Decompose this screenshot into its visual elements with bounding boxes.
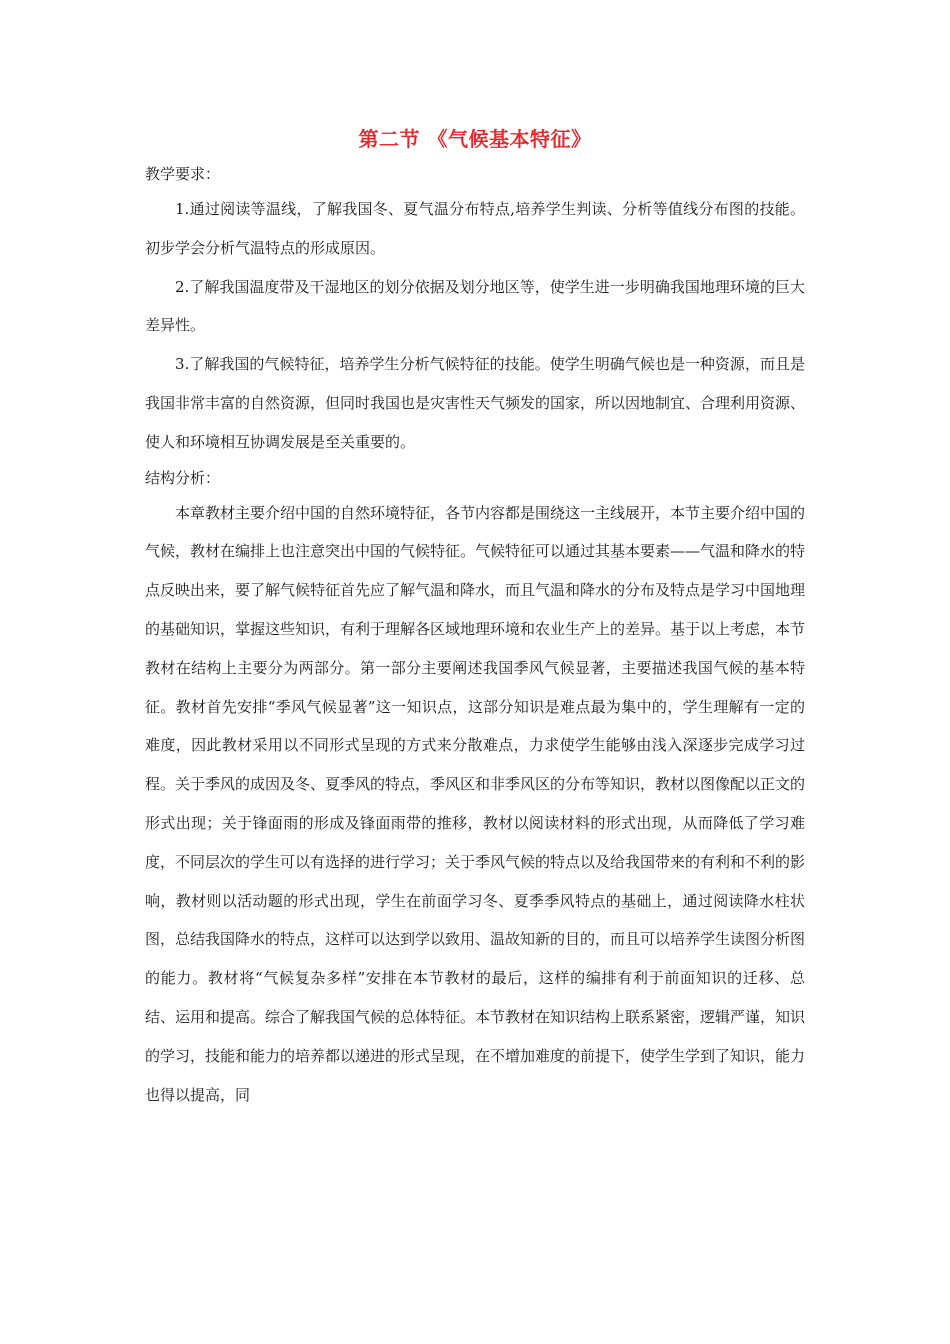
structure-heading: 结构分析： xyxy=(145,468,221,487)
requirement-item-1: 1.通过阅读等温线，了解我国冬、夏气温分布特点,培养学生判读、分析等值线分布图的技能。初步学会分析气温特点的形成原因。 xyxy=(145,200,805,257)
requirements-heading: 教学要求： xyxy=(145,165,221,183)
structure-paragraph: 本章教材主要介绍中国的自然环境特征，各节内容都是围绕这一主线展开，本节主要介绍中国的气候，教材在编排上也注意突出中国的气候特征。气候特征可以通过其基本要素——气温和降水的特点反映出来，要了解气候特征首先应了解气温和降水，而且气温和降水的分布及特点是学习中国地理的基础知识，掌握这些知识，有利于理解各区域地理环境和农业生产上的差异。基于以上考虑，本节教材在结构上主要分为两部分。第一部分主要阐述我国季风气候显著，主要描述我国气候的基本特征。教材首先安排“季风气候显著”这一知识点，这部分知识是难点最为集中的，学生理解有一定的难度，因此教材采用以不同形式呈现的方式来分散难点，力求使学生能够由浅入深逐步完成学习过程。关于季风的成因及冬、夏季风的特点，季风区和非季风区的分布等知识，教材以图像配以正文的形式出现；关于锋面雨的形成及锋面雨带的推移，教材以阅读材料的形式出现，从而降低了学习难度，不同层次的学生可以有选择的进行学习；关于季风气候的特点以及给我国带来的有利和不利的影响，教材则以活动题的形式出现，学生在前面学习冬、夏季季风特点的基础上，通过阅读降水柱状图，总结我国降水的特点，这样可以达到学以致用、温故知新的目的，而且可以培养学生读图分析图的能力。教材将“气候复杂多样”安排在本节教材的最后，这样的编排有利于前面知识的迁移、总结、运用和提高。综合了解我国气候的总体特征。本节教材在知识结构上联系紧密，逻辑严谨，知识的学习，技能和能力的培养都以递进的形式呈现，在不增加难度的前提下，使学生学到了知识，能力也得以提高，同 xyxy=(145,503,806,1104)
page-title: 第二节 《气候基本特征》 xyxy=(358,127,592,151)
document-body xyxy=(145,158,805,1114)
requirement-item-2: 2.了解我国温度带及干湿地区的划分依据及划分地区等，使学生进一步明确我国地理环境的巨大差异性。 xyxy=(145,277,805,335)
requirement-item-3: 3.了解我国的气候特征，培养学生分析气候特征的技能。使学生明确气候也是一种资源，而且是我国非常丰富的自然资源，但同时我国也是灾害性天气频发的国家，所以因地制宜、合理利用资源、使人和环境相互协调发展是至关重要的。 xyxy=(145,355,806,451)
